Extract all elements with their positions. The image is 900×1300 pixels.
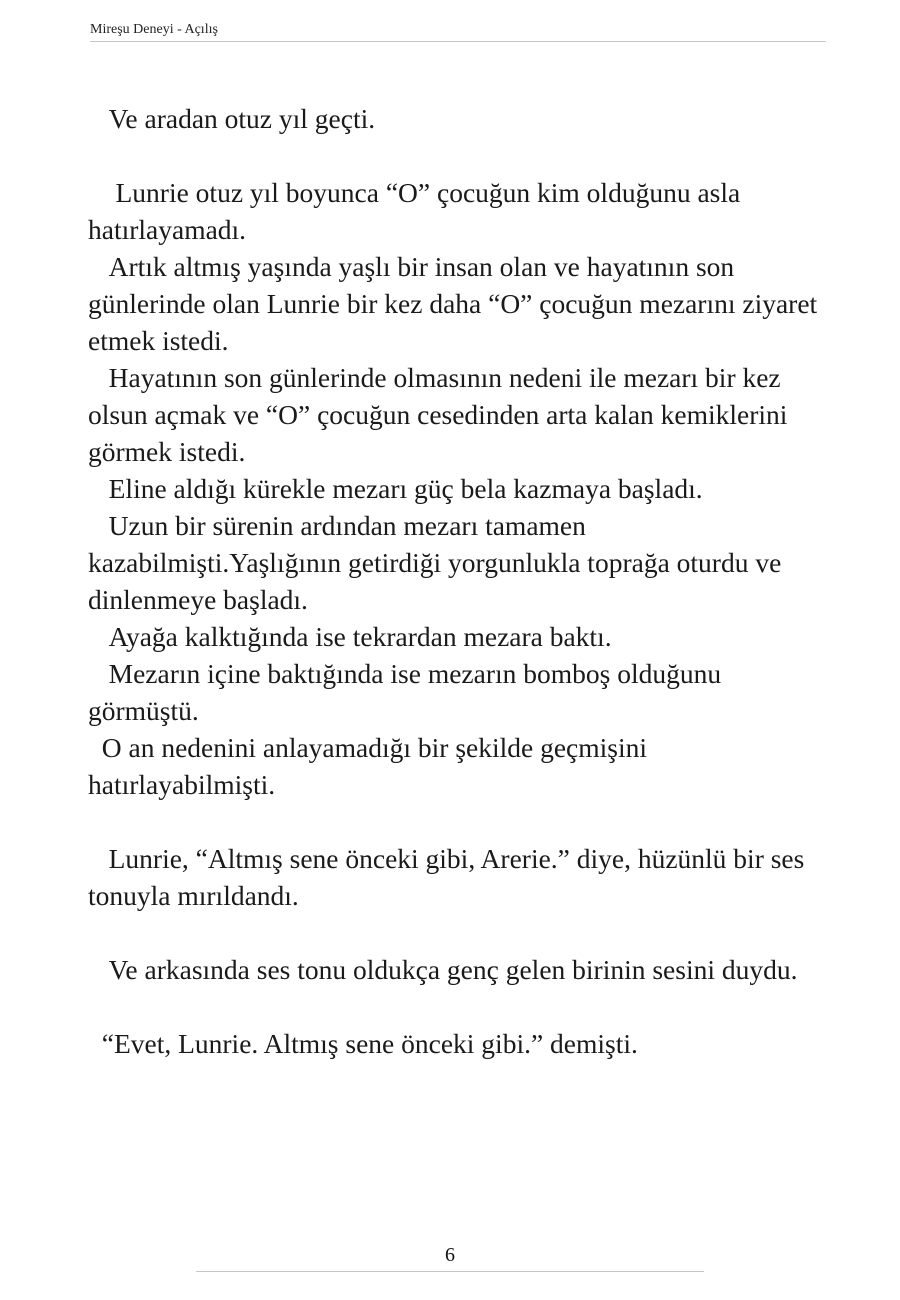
page-number: 6 <box>445 1244 455 1266</box>
paragraph: Ve aradan otuz yıl geçti. <box>88 103 376 134</box>
page-header <box>90 22 826 42</box>
paragraph: Artık altmış yaşında yaşlı bir insan olan ve hayatının son günlerinde olan Lunrie bir kez daha “O” çocuğun mezarını ziyaret etmek istedi. <box>88 251 818 356</box>
paragraph: Lunrie, “Altmış sene önceki gibi, Arerie.” diye, hüzünlü bir ses tonuyla mırıldandı. <box>88 843 805 911</box>
paragraph-gap <box>88 914 828 951</box>
paragraph: Ve arkasında ses tonu oldukça genç gelen birinin sesini duydu. <box>88 954 798 985</box>
paragraph: “Evet, Lunrie. Altmış sene önceki gibi.” demişti. <box>88 1028 638 1059</box>
header-divider <box>90 41 826 42</box>
paragraph: Lunrie otuz yıl boyunca “O” çocuğun kim olduğunu asla hatırlayamadı. <box>88 177 741 245</box>
paragraph-gap <box>88 988 828 1025</box>
paragraph: Hayatının son günlerinde olmasının nedeni ile mezarı bir kez olsun açmak ve “O” çocuğun cesedinden arta kalan kemiklerini görmek istedi. <box>88 362 788 467</box>
paragraph: Mezarın içine baktığında ise mezarın bomboş olduğunu görmüştü. <box>88 658 722 726</box>
paragraph-gap <box>88 137 828 174</box>
paragraph-gap <box>88 803 828 840</box>
page-footer <box>196 1244 704 1274</box>
paragraph: Uzun bir sürenin ardından mezarı tamamen kazabilmişti.Yaşlığının getirdiği yorgunlukla toprağa oturdu ve dinlenmeye başladı. <box>88 510 782 615</box>
running-header-title: Mireşu Deneyi - Açılış <box>90 22 218 37</box>
paragraph: Ayağa kalktığında ise tekrardan mezara baktı. <box>88 621 612 652</box>
paragraph: Eline aldığı kürekle mezarı güç bela kazmaya başladı. <box>88 473 703 504</box>
footer-divider <box>196 1271 704 1272</box>
paragraph: O an nedenini anlayamadığı bir şekilde geçmişini hatırlayabilmişti. <box>88 732 648 800</box>
page-body <box>88 100 828 1062</box>
